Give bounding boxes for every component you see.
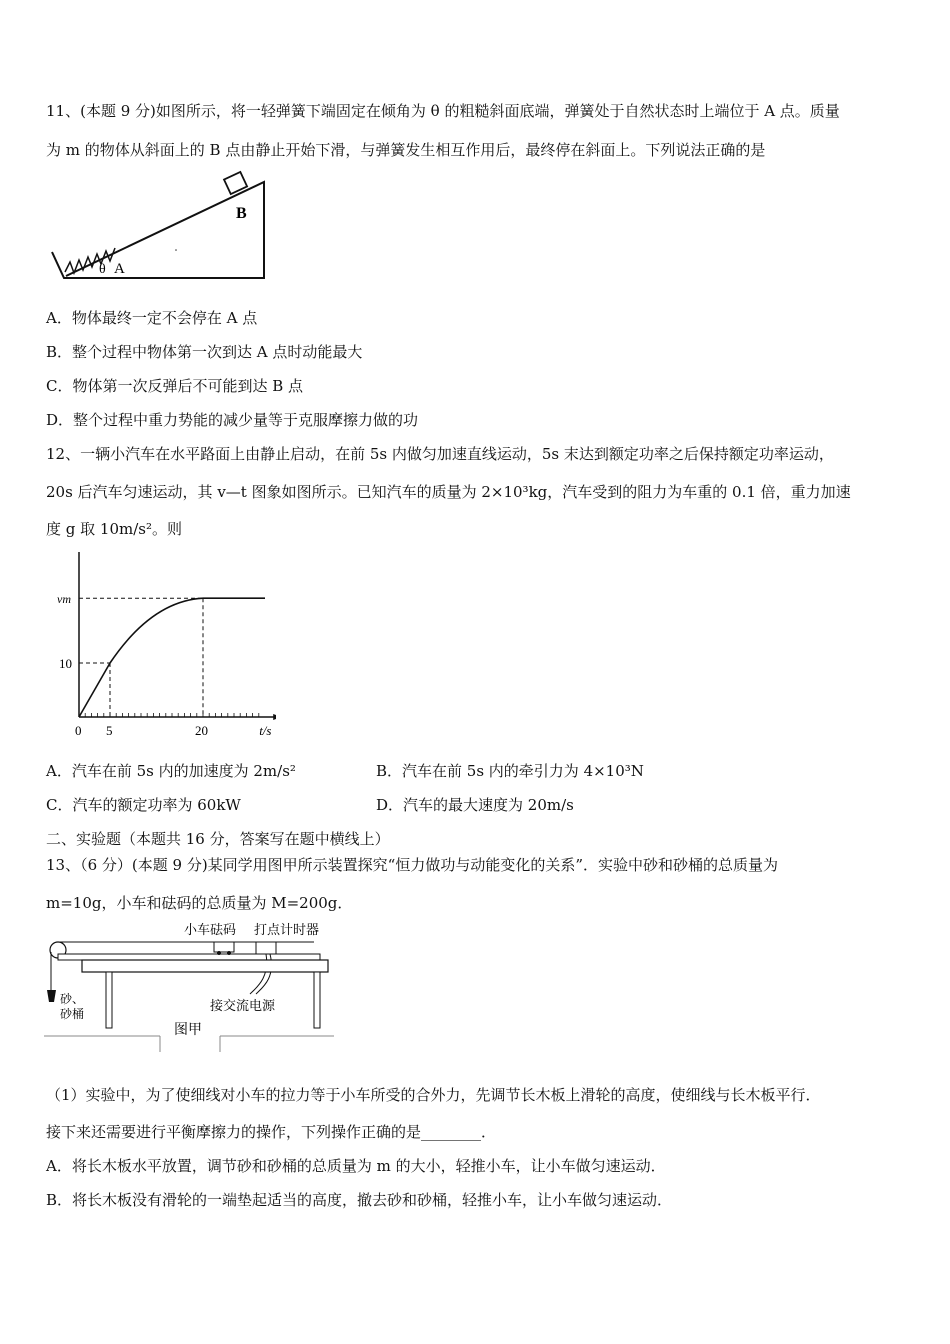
q13-option-a: A．将长木板水平放置，调节砂和砂桶的总质量为 m 的大小，轻推小车，让小车做匀速运动． [46, 1157, 666, 1175]
q11-option-c: C．物体第一次反弹后不可能到达 B 点 [46, 377, 304, 395]
q11-text-line1: 11、(本题 9 分)如图所示，将一轻弹簧下端固定在倾角为 θ 的粗糙斜面底端，弹簧处于自然状态时上端位于 A 点。质量 [46, 102, 840, 120]
x-tick-label-5: 5 [106, 723, 113, 738]
table-leg-left [106, 972, 112, 1028]
label-a: A [114, 261, 125, 277]
figure-caption: 图甲 [174, 1022, 202, 1038]
segment-curve [110, 598, 203, 663]
q11-text-line2: 为 m 的物体从斜面上的 B 点由静止开始下滑，与弹簧发生相互作用后，最终停在斜面上。下列说法正确的是 [46, 141, 766, 159]
x-axis-arrow [273, 714, 276, 720]
cart [214, 942, 234, 952]
q13-text-line2: m=10g，小车和砝码的总质量为 M=200g． [46, 894, 353, 912]
q13-text-line1: 13、（6 分）(本题 9 分)某同学用图甲所示装置探究“恒力做功与动能变化的关系”．实验中砂和砂桶的总质量为 [46, 856, 779, 874]
label-power: 接交流电源 [210, 999, 276, 1014]
timer [256, 942, 276, 954]
incline-figure [46, 170, 276, 285]
label-sand1: 砂、 [60, 992, 85, 1006]
q12-text-line3: 度 g 取 10m/s²。则 [46, 520, 182, 538]
spring-shape [65, 248, 115, 273]
chart-labels [57, 552, 271, 738]
section-heading: 二、实验题（本题共 16 分，答案写在题中横线上） [46, 830, 390, 848]
vt-chart [46, 552, 276, 742]
sand-bucket [47, 990, 56, 1002]
table-top [82, 960, 328, 972]
label-sand2: 砂桶 [60, 1007, 85, 1021]
q12-text-line1: 12、一辆小汽车在水平路面上由静止启动，在前 5s 内做匀加速直线运动，5s 末达到额定功率之后保持额定功率运动， [46, 445, 834, 463]
label-car: 小车砝码 [184, 923, 237, 938]
y-tick-label-vm: vm [57, 592, 71, 607]
q12-option-a: A．汽车在前 5s 内的加速度为 2m/s² [46, 762, 296, 780]
q12-option-d: D．汽车的最大速度为 20m/s [376, 796, 574, 814]
q13-sub1-line1: （1）实验中，为了使细线对小车的拉力等于小车所受的合外力，先调节长木板上滑轮的高度，使细线与长木板平行． [46, 1086, 821, 1104]
q13-option-b: B．将长木板没有滑轮的一端垫起适当的高度，撤去砂和砂桶，轻推小车，让小车做匀速运动． [46, 1191, 673, 1209]
chart-series [79, 598, 265, 717]
q11-option-d: D．整个过程中重力势能的减少量等于克服摩擦力做的功 [46, 411, 419, 429]
apparatus-figure [44, 918, 336, 1054]
q11-option-a: A．物体最终一定不会停在 A 点 [46, 309, 258, 327]
chart-guides [79, 598, 203, 717]
label-timer: 打点计时器 [254, 923, 320, 938]
x-tick-label-20: 20 [195, 723, 208, 738]
label-b: B [236, 205, 247, 222]
q12-option-b: B．汽车在前 5s 内的牵引力为 4×10³N [376, 762, 644, 780]
chart-axes [76, 552, 276, 720]
q13-sub1-line2: 接下来还需要进行平衡摩擦力的操作，下列操作正确的是________． [46, 1123, 497, 1141]
q12-text-line2: 20s 后汽车匀速运动，其 v—t 图象如图所示。已知汽车的质量为 2×10³kg，汽车受到的阻力为车重的 0.1 倍，重力加速 [46, 483, 851, 501]
long-board [58, 954, 320, 960]
incline-outline [52, 182, 264, 278]
table-leg-right [314, 972, 320, 1028]
x-axis-label: t/s [259, 723, 272, 738]
q12-option-c: C．汽车的额定功率为 60kW [46, 796, 241, 814]
q11-option-b: B．整个过程中物体第一次到达 A 点时动能最大 [46, 343, 363, 361]
label-theta: θ [99, 262, 106, 277]
x-tick-label-0: 0 [75, 723, 82, 738]
y-tick-label-10: 10 [59, 656, 72, 671]
segment-accelerate [79, 663, 110, 717]
